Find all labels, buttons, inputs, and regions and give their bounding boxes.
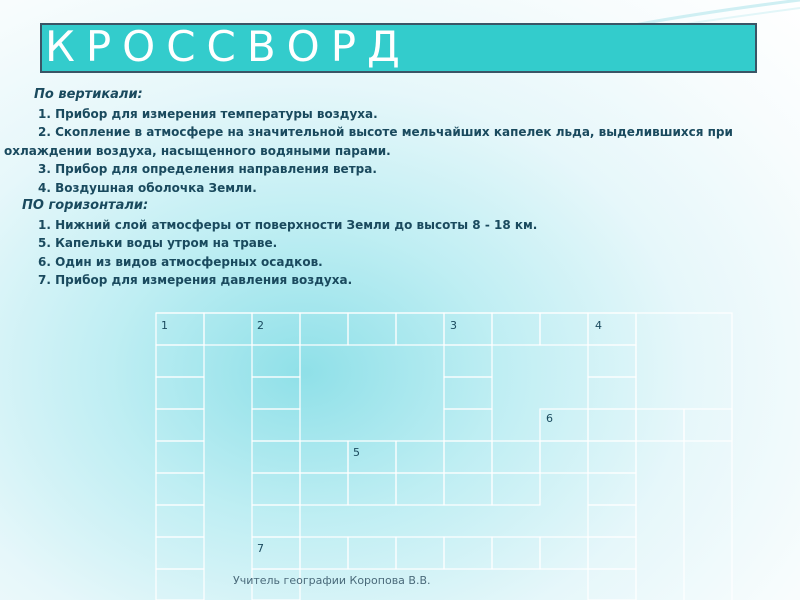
crossword-cell[interactable] <box>156 409 204 441</box>
crossword-cell[interactable] <box>300 537 348 569</box>
footer-credit: Учитель географии Коропова В.В. <box>233 574 431 587</box>
grid-number-4: 4 <box>595 319 602 332</box>
grid-number-1: 1 <box>161 319 168 332</box>
crossword-cell[interactable] <box>588 473 636 505</box>
horizontal-clue-6: 6. Один из видов атмосферных осадков. <box>38 254 323 269</box>
crossword-cell[interactable] <box>492 537 540 569</box>
grid-number-7: 7 <box>257 542 264 555</box>
crossword-cell[interactable] <box>156 473 204 505</box>
crossword-cell[interactable] <box>636 409 684 441</box>
crossword-cell[interactable] <box>396 473 444 505</box>
crossword-cell[interactable] <box>204 313 252 345</box>
crossword-cell[interactable] <box>588 537 636 569</box>
crossword-cell[interactable] <box>348 537 396 569</box>
crossword-cell[interactable] <box>348 473 396 505</box>
crossword-cell[interactable] <box>540 537 588 569</box>
horizontal-clue-1: 1. Нижний слой атмосферы от поверхности Земли до высоты 8 - 18 км. <box>38 217 538 232</box>
crossword-cell[interactable] <box>444 345 492 377</box>
crossword-cell[interactable] <box>540 313 588 345</box>
vertical-clue-4: 4. Воздушная оболочка Земли. <box>38 180 257 195</box>
crossword-cell[interactable] <box>156 377 204 409</box>
vertical-clue-3: 3. Прибор для определения направления ветра. <box>38 162 377 176</box>
crossword-cell[interactable] <box>588 345 636 377</box>
crossword-cell[interactable] <box>156 441 204 473</box>
horizontal-clue-7: 7. Прибор для измерения давления воздуха. <box>38 273 353 287</box>
crossword-cell[interactable] <box>156 537 204 569</box>
crossword-cell[interactable] <box>156 569 204 600</box>
crossword-cell[interactable] <box>444 537 492 569</box>
grid-number-6: 6 <box>546 412 553 425</box>
crossword-cell[interactable] <box>252 409 300 441</box>
grid-number-3: 3 <box>450 319 457 332</box>
crossword-cell[interactable] <box>444 441 492 473</box>
horizontal-heading: ПО горизонтали: <box>22 198 149 213</box>
crossword-cell[interactable] <box>444 409 492 441</box>
crossword-cell[interactable] <box>156 505 204 537</box>
vertical-clue-2: 2. Скопление в атмосфере на значительной высоте мельчайших капелек льда, выделившихся при охлаждении воздуха, насыщенного водяными парами. <box>4 125 733 158</box>
crossword-cell[interactable] <box>348 313 396 345</box>
crossword-cell[interactable] <box>300 441 348 473</box>
crossword-cell[interactable] <box>300 313 348 345</box>
crossword-cell[interactable] <box>588 409 636 441</box>
crossword-cell[interactable] <box>588 377 636 409</box>
crossword-cell[interactable] <box>252 377 300 409</box>
crossword-cell[interactable] <box>588 441 636 473</box>
page-title: КРОССВОРД <box>45 22 411 71</box>
crossword-cell[interactable] <box>492 441 540 473</box>
crossword-cell[interactable] <box>252 505 300 537</box>
grid-number-2: 2 <box>257 319 264 332</box>
vertical-clue-1: 1. Прибор для измерения температуры воздуха. <box>38 106 378 121</box>
crossword-cell[interactable] <box>492 473 540 505</box>
crossword-cell[interactable] <box>492 313 540 345</box>
crossword-cell[interactable] <box>444 377 492 409</box>
crossword-cell[interactable] <box>300 473 348 505</box>
crossword-cell[interactable] <box>396 313 444 345</box>
crossword-cell[interactable] <box>156 345 204 377</box>
crossword-cell[interactable] <box>540 441 588 473</box>
crossword-cell[interactable] <box>252 345 300 377</box>
crossword-cell[interactable] <box>588 505 636 537</box>
crossword-cell[interactable] <box>396 537 444 569</box>
crossword-cell[interactable] <box>444 473 492 505</box>
crossword-cell[interactable] <box>396 441 444 473</box>
crossword-cell[interactable] <box>252 441 300 473</box>
horizontal-clue-5: 5. Капельки воды утром на траве. <box>38 236 278 250</box>
crossword-cell[interactable] <box>252 473 300 505</box>
crossword-cell[interactable] <box>684 409 732 441</box>
vertical-heading: По вертикали: <box>34 87 143 102</box>
grid-number-5: 5 <box>353 446 360 459</box>
crossword-cell[interactable] <box>588 569 636 600</box>
